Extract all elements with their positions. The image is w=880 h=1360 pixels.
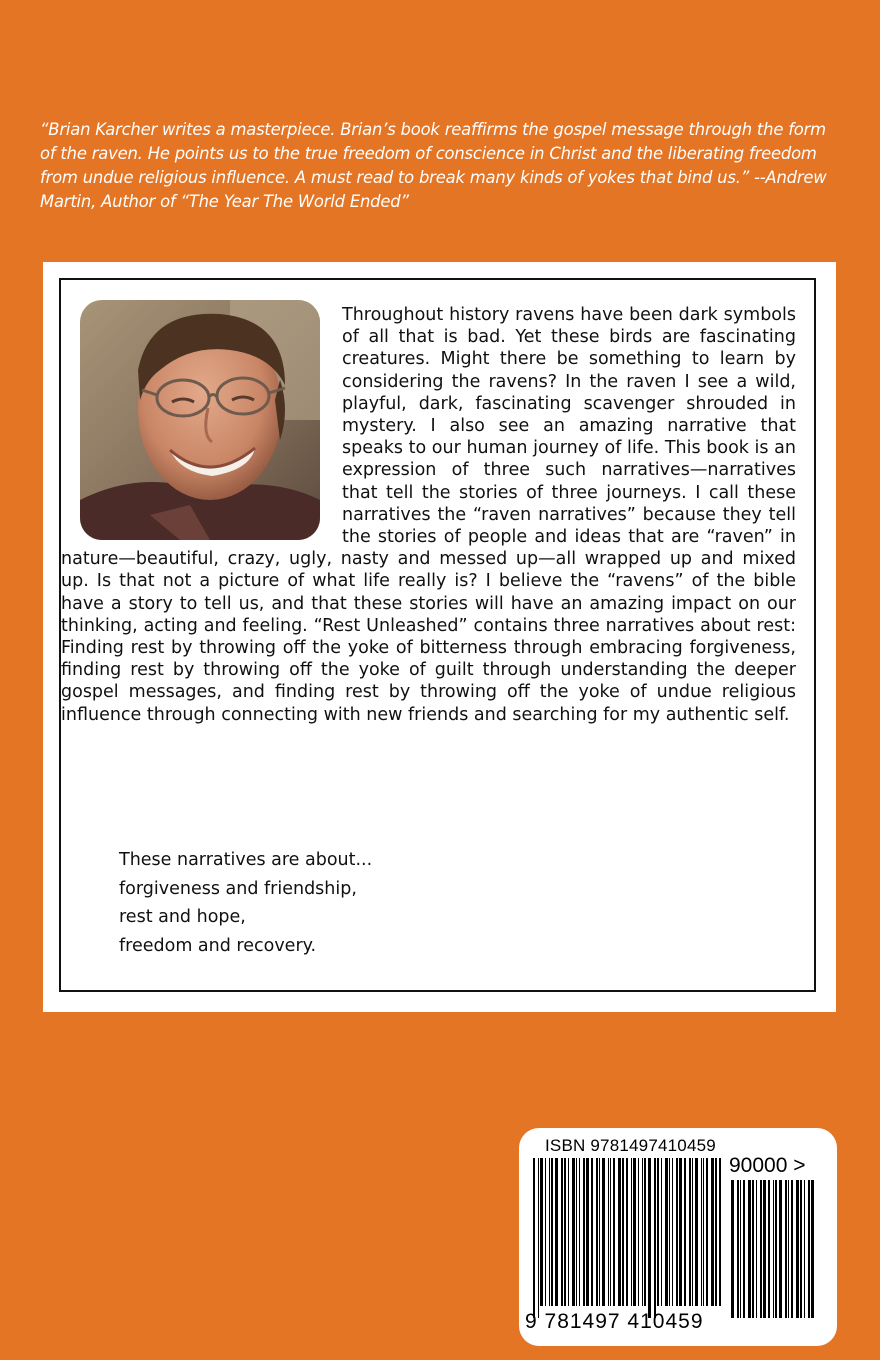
addon-bar (752, 1180, 754, 1318)
barcode-bar (591, 1158, 593, 1306)
addon-bar (791, 1180, 793, 1318)
addon-bar (768, 1180, 770, 1318)
barcode-bar (596, 1158, 598, 1306)
addon-bar (779, 1180, 782, 1318)
addon-bar (800, 1180, 802, 1318)
addon-bar (756, 1180, 757, 1318)
barcode-bar (602, 1158, 605, 1306)
addon-bar (785, 1180, 787, 1318)
barcode-bar (669, 1158, 670, 1306)
barcode-bar (626, 1158, 628, 1306)
barcode-bar (676, 1158, 678, 1306)
barcode-bar (540, 1158, 543, 1306)
barcode-bar (555, 1158, 558, 1306)
addon-bar (808, 1180, 810, 1318)
barcode-bar (644, 1158, 646, 1306)
barcode-bar (633, 1158, 636, 1306)
barcode-bar (706, 1158, 708, 1306)
isbn-digits: 9 781497 410459 (525, 1310, 704, 1333)
barcode-bar (648, 1158, 651, 1318)
barcode-bar (672, 1158, 673, 1306)
barcode-bar (551, 1158, 553, 1306)
barcode-bar (561, 1158, 563, 1306)
description-body: Throughout history ravens have been dark symbols of all that is bad. Yet these birds are fascinating creatures. Might there be something to learn by considering the ravens? In the raven I see a wild, playful, dark, fascinating scavenger shrouded in mystery. I also see an amazing narrative that speaks to our human journey of life. This book is an expression of three such narratives—narratives that tell the stories of three journeys. I call these narratives the “raven narratives” because they tell the stories of people and ideas that are “raven” in nature—beautiful, crazy, ugly, nasty and messed up—all wrapped up and mixed up. Is that not a picture of what life really is? I believe the “ravens” of the bible have a story to tell us, and that these stories will have an amazing impact on our thinking, acting and feeling. “Rest Unleashed” contains three narratives about rest: Finding rest by throwing off the yoke of bitterness through embracing forgiveness, finding rest by throwing off the yoke of guilt through understanding the deeper gospel messages, and finding rest by throwing off the yoke of undue religious influence through connecting with new friends and searching for my authentic self. (61, 305, 796, 725)
endorsement-quote: “Brian Karcher writes a masterpiece. Brian’s book reaffirms the gospel message through the form of the raven. He points us to the true freedom of conscience in Christ and the liberating freedom from undue religious influence. A must read to break many kinds of yokes that bind us.” --Andrew Martin, Author of “The Year The World Ended” (40, 120, 827, 211)
narratives-list (119, 846, 794, 960)
barcode-bar (719, 1158, 721, 1306)
barcode-bar (692, 1158, 693, 1306)
barcode-bar (549, 1158, 550, 1306)
addon-bar (811, 1180, 814, 1318)
addon-digits: 90000 > (729, 1154, 806, 1177)
barcode-bar (631, 1158, 632, 1306)
barcode-bar (642, 1158, 643, 1306)
barcode-bar (711, 1158, 714, 1306)
barcode-bar (684, 1158, 686, 1306)
addon-bar (763, 1180, 766, 1318)
narrative-line: rest and hope, (119, 907, 246, 927)
author-photo (80, 300, 320, 540)
barcode-bar (599, 1158, 600, 1306)
addon-bar (740, 1180, 741, 1318)
barcode-bar (533, 1158, 535, 1318)
barcode-bar (579, 1158, 580, 1306)
isbn-label: ISBN 9781497410459 (545, 1136, 716, 1155)
narrative-line: freedom and recovery. (119, 935, 317, 956)
barcode-bar (695, 1158, 698, 1306)
addon-bar (743, 1180, 745, 1318)
addon-bar (775, 1180, 777, 1318)
description-frame (59, 278, 816, 992)
barcode-bar (572, 1158, 575, 1306)
barcode-bar (583, 1158, 585, 1306)
barcode-bar (545, 1158, 546, 1306)
addon-barcode (729, 1180, 817, 1318)
addon-bar (773, 1180, 774, 1318)
barcode-bar (618, 1158, 621, 1306)
barcode-bar (654, 1158, 656, 1318)
barcode-bar (715, 1158, 717, 1306)
barcode-bar (538, 1158, 539, 1318)
barcode-bar (610, 1158, 611, 1306)
barcode-bar (564, 1158, 566, 1306)
narratives-intro: These narratives are about... (119, 850, 373, 870)
barcode-bar (689, 1158, 691, 1306)
addon-bar (796, 1180, 799, 1318)
barcode-bar (613, 1158, 615, 1306)
addon-bar (804, 1180, 805, 1318)
barcode-bar (576, 1158, 577, 1306)
barcode-bar (586, 1158, 589, 1306)
addon-bar (737, 1180, 739, 1318)
barcode-bar (679, 1158, 682, 1306)
barcode-bar (622, 1158, 624, 1306)
barcode-bar (638, 1158, 639, 1306)
addon-bar (748, 1180, 751, 1318)
isbn-barcode-card (519, 1128, 837, 1346)
isbn-barcode (531, 1158, 723, 1318)
barcode-bar (661, 1158, 662, 1306)
barcode-bar (657, 1158, 659, 1306)
description-panel (43, 262, 836, 1012)
addon-bar (731, 1180, 734, 1318)
barcode-bar (701, 1158, 702, 1306)
addon-bar (788, 1180, 789, 1318)
barcode-bar (568, 1158, 569, 1306)
barcode-bar (665, 1158, 668, 1306)
barcode-bar (703, 1158, 704, 1306)
addon-bar (760, 1180, 762, 1318)
barcode-bar (608, 1158, 609, 1306)
narrative-line: forgiveness and friendship, (119, 878, 357, 899)
